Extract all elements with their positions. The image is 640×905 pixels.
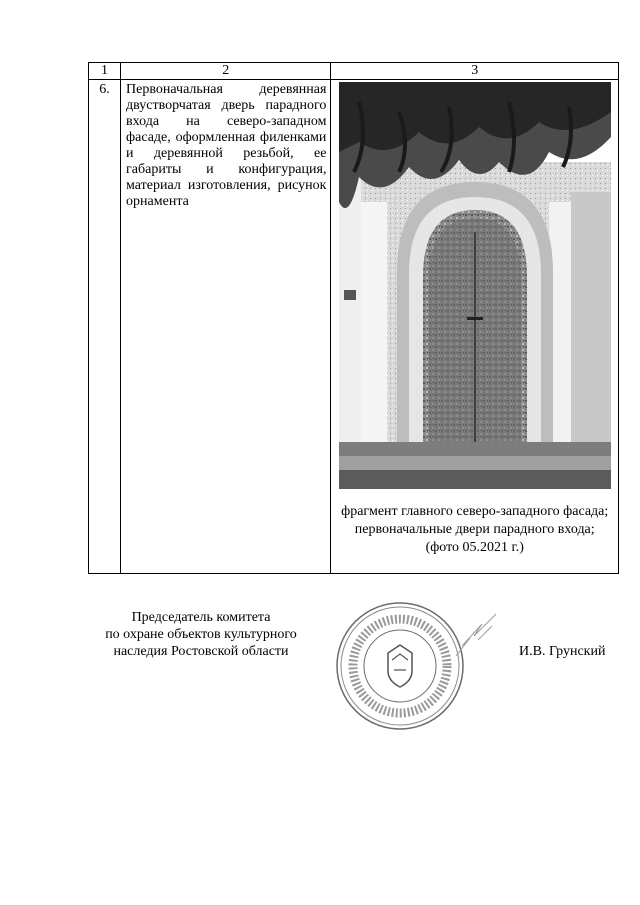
signatory-name: И.В. Грунский [519,644,606,659]
column-header-1: 1 [89,63,121,80]
elements-table [88,62,619,574]
table-row [89,80,619,574]
row-number: 6. [89,80,121,574]
official-seal [334,600,466,732]
photo-cell [331,80,619,574]
position-line: Председатель комитета [131,610,271,625]
signatory-position [95,609,307,660]
column-header-2: 2 [121,63,331,80]
door-photo [339,82,611,489]
column-header-3: 3 [331,63,619,80]
position-line: по охране объектов культурного [105,627,297,642]
handwritten-signature [452,610,500,660]
position-line: наследия Ростовской области [113,644,289,659]
description-cell [121,80,331,574]
element-description: Первоначальная деревянная двустворчатая дверь парадного входа на северо-западном фасаде, оформленная филенками и деревянной резьбой, ее габариты и конфигурация, материал изготовления, рисунок орнамента [126,82,327,209]
table-header-row [89,63,619,80]
photo-caption: фрагмент главного северо-западного фасада; первоначальные двери парадного входа; (фото 05.2021 г.) [341,504,609,555]
